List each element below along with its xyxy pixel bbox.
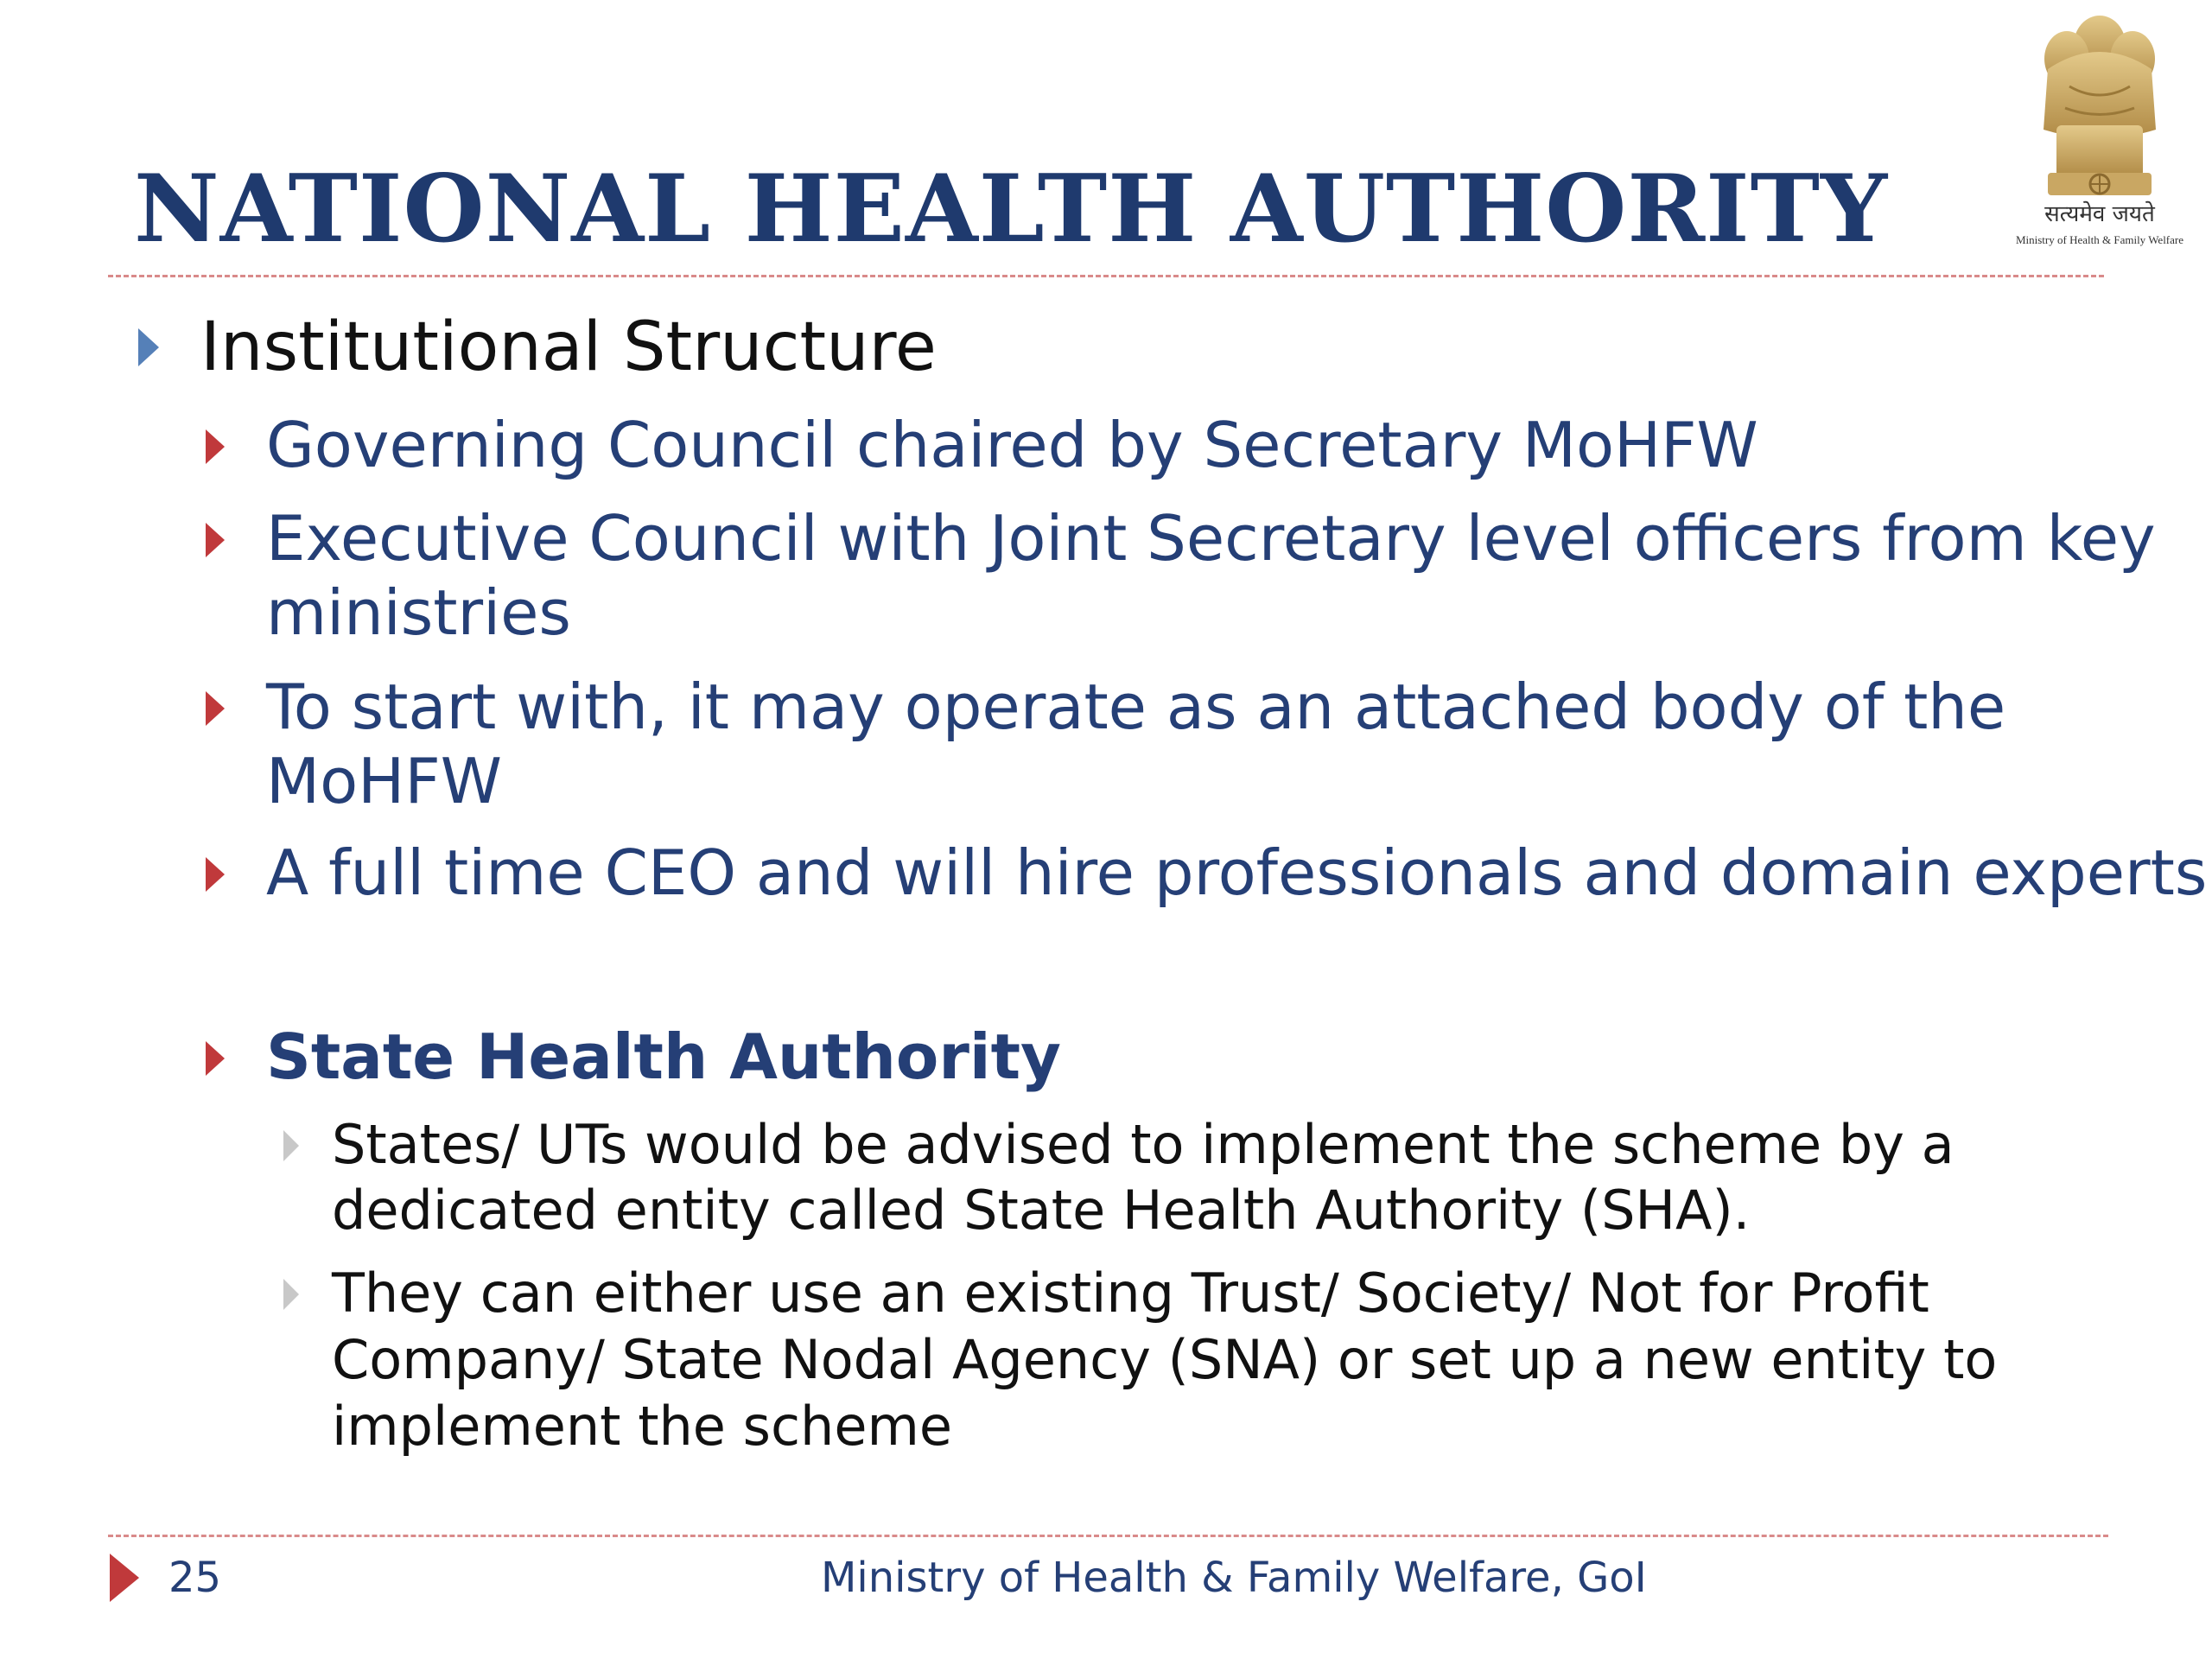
emblem-caption: Ministry of Health & Family Welfare: [2015, 233, 2184, 246]
bullet-arrow-icon: [206, 523, 225, 557]
footer-arrow-icon: [110, 1554, 139, 1602]
bullet-ceo: A full time CEO and will hire professionals and domain experts: [266, 836, 2208, 909]
bullet-attached-body-line1: To start with, it may operate as an attached body of the: [266, 671, 2006, 743]
bullet-arrow-icon: [206, 429, 225, 464]
page-number: 25: [168, 1554, 222, 1602]
footer-organization: Ministry of Health & Family Welfare, GoI: [821, 1554, 1647, 1602]
bullet-governing-council: Governing Council chaired by Secretary MoHFW: [266, 409, 1758, 481]
bullet-sha-point2-line3: implement the scheme: [332, 1395, 953, 1458]
bullet-executive-council-line2: ministries: [266, 576, 571, 649]
slide-title: NATIONAL HEALTH AUTHORITY: [134, 155, 1889, 264]
bullet-attached-body-line2: MoHFW: [266, 745, 502, 817]
bullet-arrow-icon: [283, 1130, 299, 1161]
bullet-sha-point2-line2: Company/ State Nodal Agency (SNA) or set up a new entity to: [332, 1328, 1998, 1391]
bullet-sha-point1-line1: States/ UTs would be advised to implement the scheme by a: [332, 1113, 1955, 1176]
title-divider: [108, 275, 2104, 277]
footer-divider: [108, 1535, 2108, 1537]
bullet-arrow-icon: [206, 857, 225, 892]
bullet-arrow-icon: [206, 1041, 225, 1076]
bullet-state-health-authority: State Health Authority: [266, 1020, 1061, 1093]
bullet-sha-point2-line1: They can either use an existing Trust/ Society/ Not for Profit: [332, 1262, 1929, 1325]
bullet-arrow-icon: [283, 1279, 299, 1310]
emblem-motto: सत्यमेव जयते: [2044, 201, 2155, 227]
bullet-executive-council-line1: Executive Council with Joint Secretary level officers from key: [266, 502, 2156, 575]
bullet-institutional-structure: Institutional Structure: [200, 308, 937, 386]
bullet-arrow-icon: [138, 328, 159, 366]
bullet-arrow-icon: [206, 691, 225, 726]
bullet-sha-point1-line2: dedicated entity called State Health Authority (SHA).: [332, 1179, 1751, 1242]
